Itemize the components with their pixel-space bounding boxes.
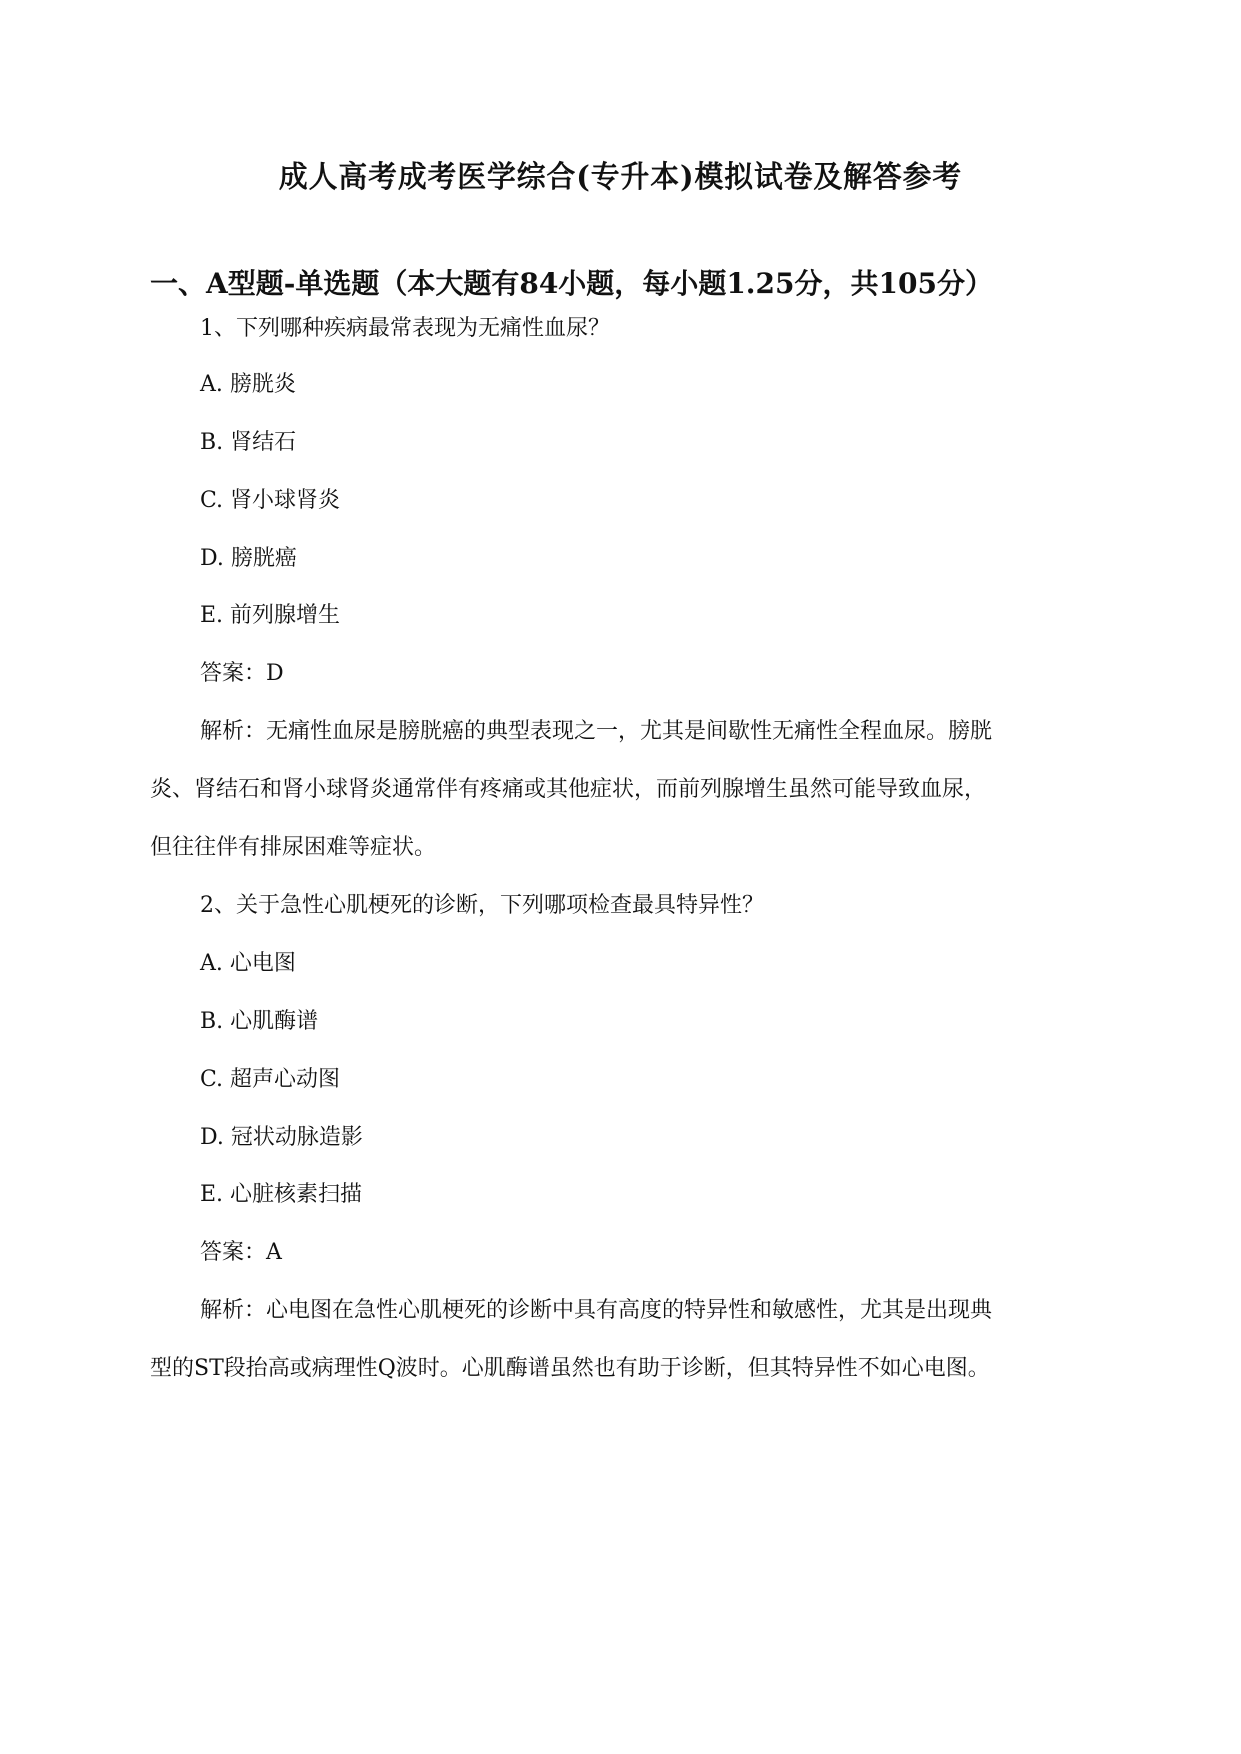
option-a: A. 心电图	[200, 951, 296, 976]
analysis-line: 解析：心电图在急性心肌梗死的诊断中具有高度的特异性和敏感性，尤其是出现典	[200, 1298, 993, 1323]
option-c: C. 肾小球肾炎	[200, 488, 341, 513]
answer: 答案：A	[200, 1240, 282, 1265]
option-d: D. 冠状动脉造影	[200, 1125, 363, 1150]
section-heading: 一、A型题-单选题（本大题有84小题，每小题1.25分，共105分）	[150, 267, 993, 300]
question-stem: 2、关于急性心肌梗死的诊断，下列哪项检查最具特异性？	[200, 893, 764, 918]
document-title: 成人高考成考医学综合(专升本)模拟试卷及解答参考	[278, 160, 963, 195]
analysis-line: 型的ST段抬高或病理性Q波时。心肌酶谱虽然也有助于诊断，但其特异性不如心电图。	[150, 1356, 990, 1381]
option-d: D. 膀胱癌	[200, 546, 297, 571]
option-a: A. 膀胱炎	[200, 372, 296, 397]
option-b: B. 心肌酶谱	[200, 1009, 319, 1034]
analysis-line: 解析：无痛性血尿是膀胱癌的典型表现之一，尤其是间歇性无痛性全程血尿。膀胱	[200, 719, 993, 744]
option-e: E. 心脏核素扫描	[200, 1182, 363, 1207]
option-b: B. 肾结石	[200, 430, 297, 455]
analysis-line: 但往往伴有排尿困难等症状。	[150, 835, 437, 860]
answer: 答案：D	[200, 661, 284, 686]
option-c: C. 超声心动图	[200, 1067, 341, 1092]
analysis-line: 炎、肾结石和肾小球肾炎通常伴有疼痛或其他症状，而前列腺增生虽然可能导致血尿，	[150, 777, 987, 802]
option-e: E. 前列腺增生	[200, 603, 341, 628]
question-stem: 1、下列哪种疾病最常表现为无痛性血尿？	[200, 316, 610, 341]
